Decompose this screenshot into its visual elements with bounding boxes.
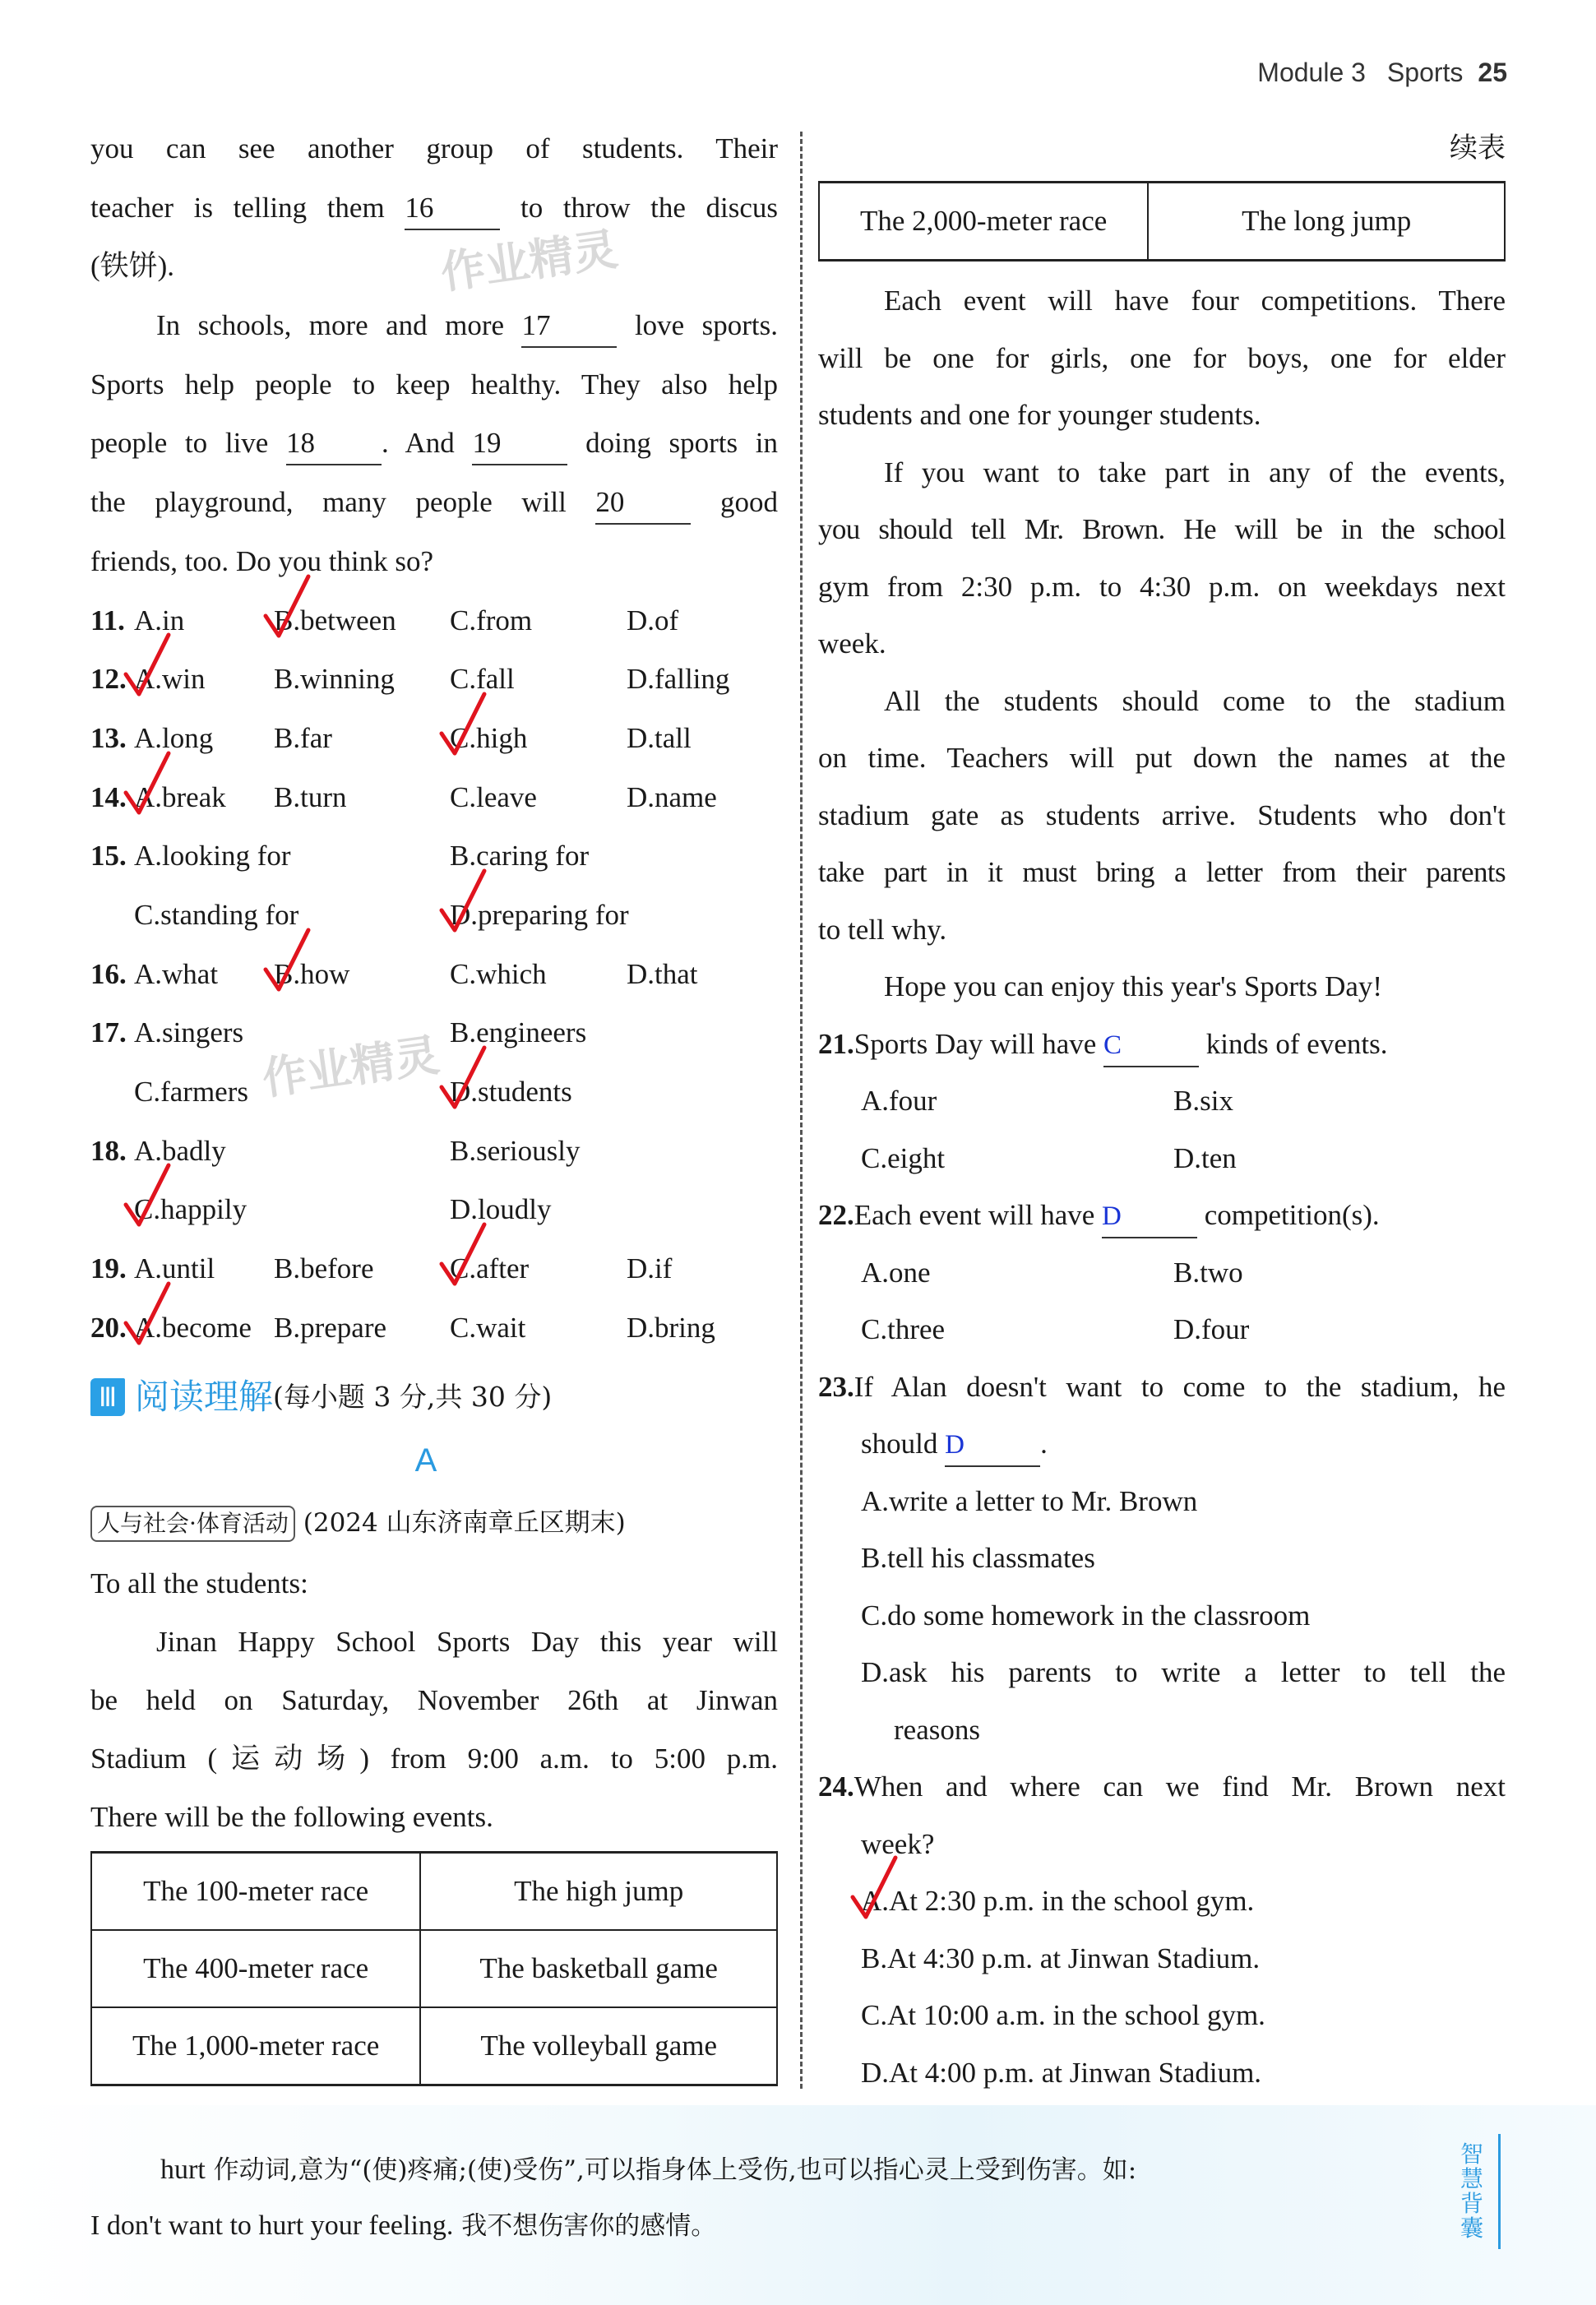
table-row [91, 1930, 777, 2007]
question-row [90, 709, 778, 768]
cloze-line: friends, too. Do you think so? [90, 544, 434, 577]
option-text: A.badly [134, 1134, 226, 1167]
option[interactable] [274, 768, 346, 827]
option[interactable]: C.At 10:00 a.m. in the school gym. [861, 1999, 1265, 2031]
option[interactable] [450, 1239, 529, 1298]
text: 作动词,意为“(使)疼痛;(使)受伤”,可以指身体上受伤,也可以指心灵上受到伤害。如: [205, 2155, 1137, 2185]
blank-16: 16 [405, 187, 500, 230]
cloze-options [90, 591, 778, 1358]
option-text: C.standing for [134, 898, 299, 931]
option[interactable]: D.ask his parents to write a letter to tell the [861, 1656, 1506, 1688]
option[interactable] [274, 591, 396, 650]
option-text: A.singers [134, 1016, 244, 1049]
option[interactable] [274, 1298, 386, 1358]
option[interactable] [134, 1239, 215, 1298]
option[interactable] [627, 1298, 715, 1358]
option[interactable] [450, 1298, 525, 1358]
option[interactable] [450, 886, 629, 945]
events-table [90, 1851, 778, 2086]
cloze-line [90, 473, 778, 532]
question-24-cont: week? [861, 1827, 935, 1860]
question-row [90, 1298, 778, 1358]
text: should [861, 1428, 938, 1460]
passage-line: will be one for girls, one for boys, one for elder [818, 341, 1506, 374]
question-number: 20. [90, 1311, 127, 1344]
option[interactable]: D.At 4:00 p.m. at Jinwan Stadium. [861, 2056, 1262, 2089]
option[interactable] [450, 1180, 551, 1239]
passage-line: Each event will have four competitions. There [884, 285, 1506, 317]
option-row [818, 1072, 1506, 1130]
question-row [90, 826, 778, 886]
answer-blank[interactable]: D [1102, 1196, 1197, 1238]
text: people to live [90, 427, 269, 460]
question-number: 22. [818, 1199, 854, 1231]
option[interactable] [134, 650, 206, 709]
option[interactable]: C.eight [861, 1141, 946, 1174]
question-21 [818, 1016, 1506, 1073]
option[interactable] [627, 591, 678, 650]
option-row [818, 2044, 1506, 2102]
option-text: D.of [627, 604, 679, 636]
option-row [818, 1130, 1506, 1187]
left-column [90, 119, 778, 2086]
column-divider [800, 132, 803, 2089]
option-text: B.engineers [450, 1016, 587, 1049]
option[interactable]: A.one [861, 1256, 931, 1289]
tip-box [90, 2142, 1439, 2254]
option-text: C.high [450, 721, 528, 754]
option[interactable] [450, 1062, 572, 1122]
option[interactable]: B.At 4:30 p.m. at Jinwan Stadium. [861, 1942, 1261, 1974]
section-header [90, 1363, 778, 1429]
option[interactable] [134, 1003, 243, 1062]
table-cell: The 100-meter race [91, 1853, 420, 1931]
option-row [818, 1930, 1506, 1988]
events-table-continued [818, 181, 1506, 262]
option-text: D.falling [627, 663, 730, 696]
passage-line: stadium gate as students arrive. Students who don't [818, 798, 1506, 831]
text: good [720, 486, 778, 519]
table-cell: The volleyball game [420, 2007, 777, 2085]
tip-line [90, 2198, 1439, 2254]
option-text: D.bring [627, 1311, 715, 1344]
option[interactable] [627, 1239, 672, 1298]
option-text: B.turn [274, 780, 347, 813]
question-number: 14. [90, 780, 127, 813]
table-row [91, 1853, 777, 1931]
option-row [818, 1587, 1506, 1645]
option-row [818, 1301, 1506, 1358]
option-text: D.that [627, 957, 698, 990]
option-text: D.students [450, 1076, 572, 1108]
table-row [819, 183, 1505, 261]
section-title: 阅读理解 [135, 1377, 274, 1418]
option[interactable] [627, 709, 692, 768]
passage-line: be held on Saturday, November 26th at Jinwan [90, 1684, 778, 1717]
text: . [1040, 1428, 1048, 1460]
option-row [818, 1244, 1506, 1302]
option-text: D.loudly [450, 1193, 552, 1226]
text: doing sports in [585, 427, 779, 460]
option[interactable]: A.write a letter to Mr. Brown [861, 1484, 1198, 1517]
part-label: A [414, 1442, 437, 1479]
option[interactable] [450, 826, 589, 886]
option-text: A.long [134, 721, 214, 754]
option-text: A.At 2:30 p.m. in the school gym. [861, 1885, 1255, 1917]
question-row [90, 650, 778, 709]
option[interactable] [134, 886, 298, 945]
question-23-cont [818, 1415, 1506, 1473]
text: In schools, more and more [156, 309, 505, 342]
answer-blank[interactable]: D [945, 1424, 1040, 1467]
option-text: D.tall [627, 721, 692, 754]
option[interactable] [450, 945, 547, 1004]
option-text: B.before [274, 1252, 374, 1285]
cloze-line: (铁饼). [90, 250, 175, 283]
option-text: B.prepare [274, 1311, 387, 1344]
option[interactable]: D.ten [1173, 1141, 1237, 1174]
option[interactable] [274, 945, 349, 1004]
option[interactable] [134, 1180, 247, 1239]
option[interactable] [134, 945, 218, 1004]
option-text: B.seriously [450, 1134, 581, 1167]
tip-line [90, 2142, 1439, 2198]
page-header [1257, 58, 1507, 88]
passage-line: on time. Teachers will put down the names at the [818, 742, 1506, 774]
passage-line: If you want to take part in any of the events, [884, 456, 1506, 488]
table-cell: The 400-meter race [91, 1930, 420, 2007]
passage-line: to tell why. [818, 913, 947, 946]
continued-label: 续表 [1450, 132, 1506, 164]
option-text: D.name [627, 780, 717, 813]
option-text: B.between [274, 604, 396, 636]
question-22 [818, 1187, 1506, 1244]
option-text: A.win [134, 663, 206, 696]
question-number: 11. [90, 604, 125, 636]
question-number: 19. [90, 1252, 127, 1285]
section-score: (每小题 3 分,共 30 分) [273, 1381, 553, 1414]
question-number: 21. [818, 1027, 854, 1060]
option[interactable] [450, 709, 527, 768]
question-row [90, 1003, 778, 1062]
question-number: 17. [90, 1016, 127, 1049]
question-number: 23. [818, 1370, 854, 1403]
option[interactable] [861, 1872, 1254, 1930]
passage-line: week. [818, 627, 886, 660]
text: love sports. [634, 309, 779, 342]
option-text: C.fall [450, 663, 515, 696]
option[interactable] [134, 591, 184, 650]
option[interactable] [450, 591, 532, 650]
option-text: C.after [450, 1252, 530, 1285]
table-cell: The 1,000-meter race [91, 2007, 420, 2085]
option-text: A.in [134, 604, 185, 636]
topic-tag: 人与社会·体育活动 [90, 1506, 295, 1542]
option[interactable] [134, 709, 213, 768]
passage-line: Jinan Happy School Sports Day this year will [156, 1626, 778, 1659]
option[interactable] [450, 768, 537, 827]
option-text: C.wait [450, 1311, 526, 1344]
text: kinds of events. [1205, 1027, 1388, 1060]
unit-label: Sports [1386, 58, 1464, 87]
cloze-line [90, 178, 778, 238]
text: When and where can we find Mr. Brown next [854, 1770, 1506, 1803]
option-text: C.from [450, 604, 533, 636]
text: 我不想伤害你的感情。 [453, 2211, 717, 2241]
right-column [818, 123, 1506, 262]
option[interactable] [627, 768, 717, 827]
cloze-line [90, 414, 778, 473]
question-number: 15. [90, 840, 127, 872]
passage-line: Stadium (运动场) from 9:00 a.m. to 5:00 p.m. [90, 1743, 778, 1775]
module-label: Module 3 [1257, 58, 1366, 87]
option[interactable] [134, 1062, 248, 1122]
question-row [90, 945, 778, 1004]
option-text: B.winning [274, 663, 395, 696]
passage-line: gym from 2:30 p.m. to 4:30 p.m. on weekdays next [818, 570, 1506, 603]
option[interactable] [627, 945, 698, 1004]
table-row [91, 2007, 777, 2085]
question-row [90, 591, 778, 650]
option-text: B.how [274, 957, 350, 990]
text: . And [382, 427, 455, 460]
blank-18: 18 [286, 423, 382, 465]
option[interactable] [274, 709, 332, 768]
blank-17: 17 [521, 305, 617, 348]
option[interactable]: B.tell his classmates [861, 1542, 1095, 1574]
greeting: To all the students: [90, 1567, 308, 1600]
option-cont: reasons [894, 1713, 980, 1746]
question-number: 24. [818, 1770, 854, 1803]
source-text: (2024 山东济南章丘区期末) [303, 1508, 626, 1539]
question-row [90, 1239, 778, 1298]
blank-19: 19 [472, 423, 567, 465]
option[interactable]: D.four [1173, 1313, 1250, 1345]
watermark: 作业精灵 [259, 1029, 442, 1105]
blank-20: 20 [595, 482, 691, 525]
option[interactable]: C.three [861, 1313, 946, 1345]
text: I don't want to hurt your feeling. [90, 2210, 454, 2241]
passage-line: Hope you can enjoy this year's Sports Day! [884, 970, 1383, 1002]
text: Each event will have [854, 1199, 1095, 1231]
source-line [90, 1492, 778, 1554]
option-text: C.which [450, 957, 547, 990]
question-23 [818, 1358, 1506, 1416]
table-cell: The long jump [1148, 183, 1505, 261]
option-text: A.until [134, 1252, 215, 1285]
option-text: C.farmers [134, 1076, 248, 1108]
question-number: 16. [90, 957, 127, 990]
option-text: A.looking for [134, 840, 291, 872]
passage-line: There will be the following events. [90, 1801, 493, 1834]
answer-blank[interactable]: C [1103, 1025, 1199, 1067]
question-row [90, 1180, 778, 1239]
option[interactable]: B.two [1173, 1256, 1243, 1289]
option-text: A.what [134, 957, 219, 990]
option[interactable] [134, 826, 291, 886]
option[interactable]: C.do some homework in the classroom [861, 1599, 1311, 1632]
table-cell: The high jump [420, 1853, 777, 1931]
option-text: C.happily [134, 1193, 247, 1226]
option[interactable] [274, 1239, 373, 1298]
passage-line: you should tell Mr. Brown. He will be in the school [818, 513, 1506, 545]
option-row [818, 1872, 1506, 1930]
text: competition(s). [1204, 1199, 1380, 1231]
option[interactable] [134, 768, 226, 827]
option[interactable] [274, 650, 395, 709]
right-passage [818, 272, 1506, 2101]
option-text: B.far [274, 721, 332, 754]
option[interactable] [134, 1298, 252, 1358]
question-row [90, 1062, 778, 1122]
question-row [90, 1122, 778, 1181]
option-text: A.break [134, 780, 226, 813]
table-cell: The 2,000-meter race [819, 183, 1148, 261]
text: to throw the discus [520, 191, 779, 224]
option[interactable]: B.six [1173, 1085, 1233, 1117]
section-badge: Ⅲ [90, 1378, 125, 1416]
option-text: C.leave [450, 780, 537, 813]
text: If Alan doesn't want to come to the stadium, he [854, 1370, 1506, 1403]
cloze-line: you can see another group of students. Their [90, 132, 778, 164]
option-text: D.preparing for [450, 898, 629, 931]
watermark: 作业精灵 [437, 223, 621, 299]
cloze-line: Sports help people to keep healthy. They also help [90, 368, 778, 400]
text: teacher is telling them [90, 191, 385, 224]
question-row [90, 768, 778, 827]
option-text: D.if [627, 1252, 673, 1285]
question-24 [818, 1758, 1506, 1816]
side-rule [1498, 2134, 1501, 2249]
passage-line: All the students should come to the stadium [884, 684, 1506, 717]
side-label: 智慧背囊 [1460, 2141, 1483, 2242]
option[interactable] [134, 1122, 226, 1181]
passage-line: students and one for younger students. [818, 399, 1261, 431]
question-row [90, 886, 778, 945]
option[interactable] [450, 1122, 580, 1181]
passage-line: take part in it must bring a letter from their parents [818, 856, 1506, 888]
option-text: B.caring for [450, 840, 590, 872]
page-number: 25 [1478, 58, 1507, 87]
option-row [818, 1473, 1506, 1530]
text: Sports Day will have [854, 1027, 1097, 1060]
text: hurt [160, 2155, 206, 2185]
option[interactable] [450, 650, 515, 709]
question-number: 13. [90, 721, 127, 754]
option-text: A.become [134, 1311, 252, 1344]
question-number: 18. [90, 1134, 127, 1167]
table-cell: The basketball game [420, 1930, 777, 2007]
cloze-line [90, 296, 778, 355]
option[interactable] [450, 1003, 586, 1062]
question-number: 12. [90, 663, 127, 696]
option-row [818, 1987, 1506, 2044]
option[interactable] [627, 650, 729, 709]
option[interactable]: A.four [861, 1085, 937, 1117]
option-row [818, 1530, 1506, 1587]
text: the playground, many people will [90, 486, 567, 519]
